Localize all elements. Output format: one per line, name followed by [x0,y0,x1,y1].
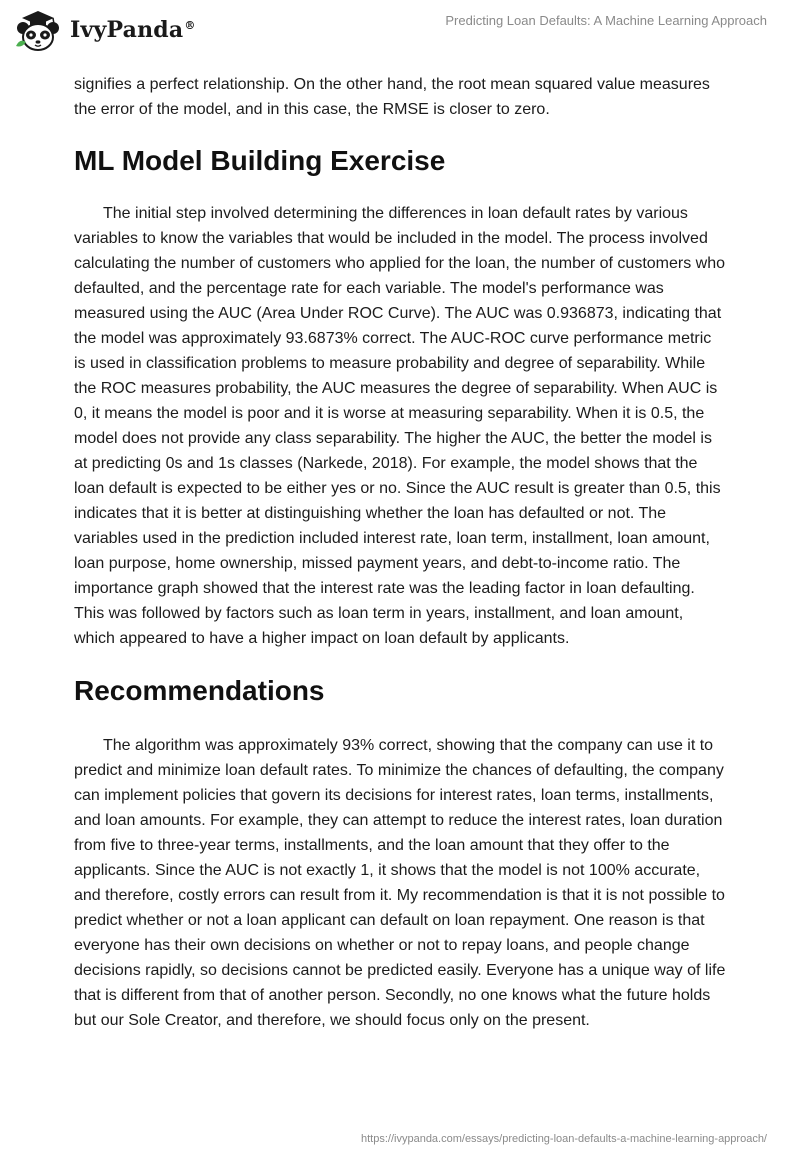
panda-logo-icon [14,8,62,52]
document-title: Predicting Loan Defaults: A Machine Learning Approach [445,13,767,28]
brand-name: IvyPanda® [70,17,196,43]
recommendations-paragraph: The algorithm was approximately 93% correct, showing that the company can use it to predict and minimize loan default rates. To minimize the chances of defaulting, the company can implement policies that govern its decisions for interest rates, loan terms, installments, and loan amounts. For example, they can attempt to reduce the interest rates, loan duration from five to three-year terms, installments, and the loan amount that they offer to the applicants. Since the AUC is not exactly 1, it shows that the model is not 100% accurate, and therefore, costly errors can result from it. My recommendation is that it is not possible to predict whether or not a loan applicant can default on loan repayment. One reason is that everyone has their own decisions on whether or not to repay loans, and people change decisions rapidly, so decisions cannot be predicted easily. Everyone has a unique way of life that is different from that of another person. Secondly, no one knows what the future holds but our Sole Creator, and therefore, we should focus only on the present. [74,737,726,1029]
section-heading-recommendations: Recommendations [74,675,325,706]
source-url-link[interactable]: https://ivypanda.com/essays/predicting-loan-defaults-a-machine-learning-approach/ [361,1133,767,1145]
intro-paragraph: signifies a perfect relationship. On the other hand, the root mean squared value measures the error of the model, and in this case, the RMSE is closer to zero. [74,76,710,118]
essay-content [74,72,726,1033]
section-heading-ml-model: ML Model Building Exercise [74,145,446,176]
brand-logo[interactable] [14,8,196,52]
ml-model-paragraph: The initial step involved determining the differences in loan default rates by various variables to know the variables that would be included in the model. The process involved calculating the number of customers who applied for the loan, the number of customers who defaulted, and the percentage rate for each variable. The model's performance was measured using the AUC (Area Under ROC Curve). The AUC was 0.936873, indicating that the model was approximately 93.6873% correct. The AUC-ROC curve performance metric is used in classification problems to measure probability and degree of separability. While the ROC measures probability, the AUC measures the degree of separability. When AUC is 0, it means the model is poor and it is worse at measuring separability. When it is 0.5, the model does not provide any class separability. The higher the AUC, the better the model is at predicting 0s and 1s classes (Narkede, 2018). For example, the model shows that the loan default is expected to be either yes or no. Since the AUC result is greater than 0.5, this indicates that it is better at distinguishing whether the loan has defaulted or not. The variables used in the prediction included interest rate, loan term, installment, loan amount, loan purpose, home ownership, missed payment years, and debt-to-income ratio. The importance graph showed that the interest rate was the leading factor in loan defaulting. This was followed by factors such as loan term in years, installment, and loan amount, which appeared to have a higher impact on loan default by applicants. [74,205,726,647]
page-header [0,0,800,60]
